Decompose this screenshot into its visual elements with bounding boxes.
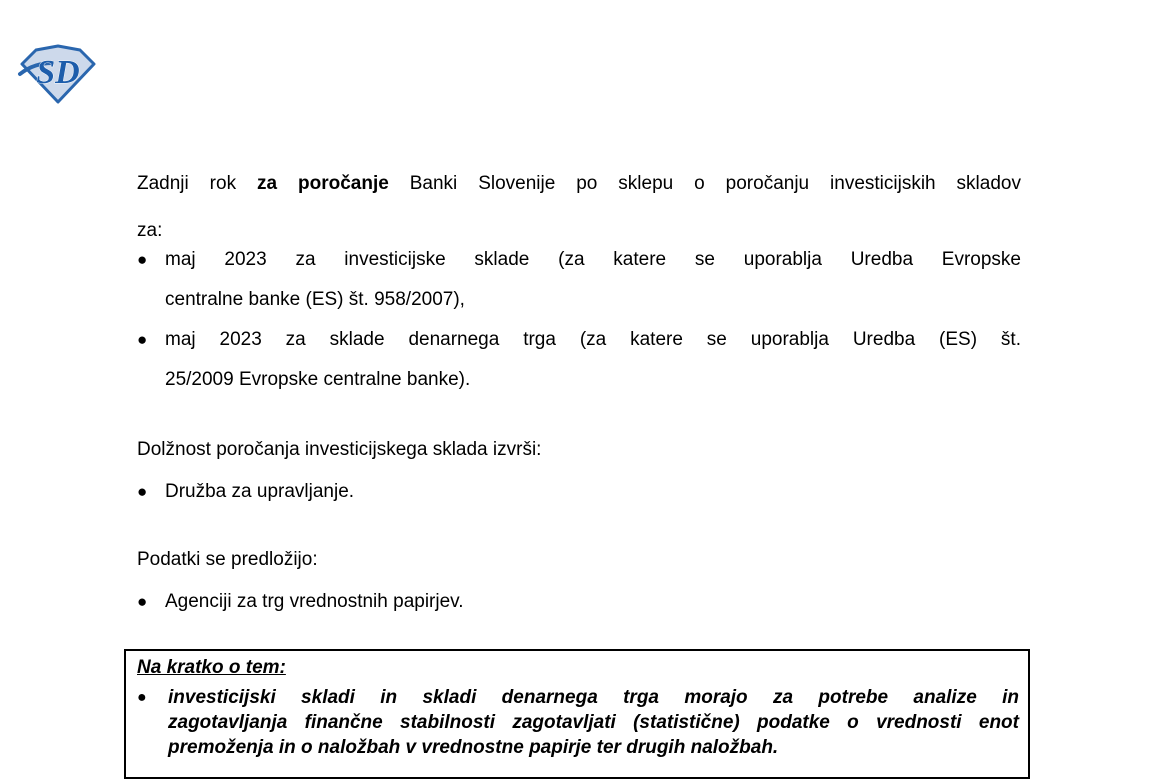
intro-text-bold: za poročanje [257, 173, 389, 194]
duty-bullet-text: Družba za upravljanje. [165, 481, 355, 502]
bullet-2-line-1: maj 2023 za sklade denarnega trga (za katere se uporablja Uredba (ES) št. [165, 329, 1021, 350]
intro-text-post: Banki Slovenije po sklepu o poročanju investicijskih skladov [388, 173, 1021, 194]
duty-heading: Dolžnost poročanja investicijskega sklada izvrši: [137, 439, 542, 460]
submission-bullet-text: Agenciji za trg vrednostnih papirjev. [165, 591, 464, 612]
info-box-line-2: zagotavljanja finančne stabilnosti zagotavljati (statistične) podatke o vrednosti enot [168, 712, 1019, 733]
bullet-2-line-2: 25/2009 Evropske centralne banke). [165, 369, 471, 390]
bullet-1-line-1: maj 2023 za investicijske sklade (za katere se uporablja Uredba Evropske [165, 249, 1021, 270]
list-item [137, 240, 1021, 320]
list-item [137, 685, 1019, 760]
list-item [137, 320, 1021, 400]
info-box-title: Na kratko o tem: [137, 657, 286, 678]
sd-logo [18, 44, 98, 104]
submission-section [137, 540, 1021, 622]
intro-line-2: za: [137, 220, 163, 241]
sd-diamond-icon [18, 44, 98, 104]
bullet-icon: ● [137, 689, 147, 706]
list-item [137, 472, 1021, 512]
info-box-line-3: premoženja in o naložbah v vrednostne papirje ter drugih naložbah. [168, 737, 779, 758]
intro-line-1 [137, 160, 1021, 207]
bullet-icon: ● [137, 250, 148, 269]
bullet-1-line-2: centralne banke (ES) št. 958/2007), [165, 289, 465, 310]
bullet-icon: ● [137, 330, 148, 349]
info-box-line-1: investicijski skladi in skladi denarnega trga morajo za potrebe analize in [168, 687, 1019, 708]
list-item [137, 582, 1021, 622]
info-box [124, 649, 1030, 779]
duty-section [137, 430, 1021, 512]
submission-heading: Podatki se predložijo: [137, 549, 318, 570]
intro-text-pre: Zadnji rok [137, 173, 258, 194]
deadline-bullet-list [137, 240, 1021, 400]
bullet-icon: ● [137, 482, 148, 501]
bullet-icon: ● [137, 592, 148, 611]
logo-letters: SD [36, 54, 80, 91]
